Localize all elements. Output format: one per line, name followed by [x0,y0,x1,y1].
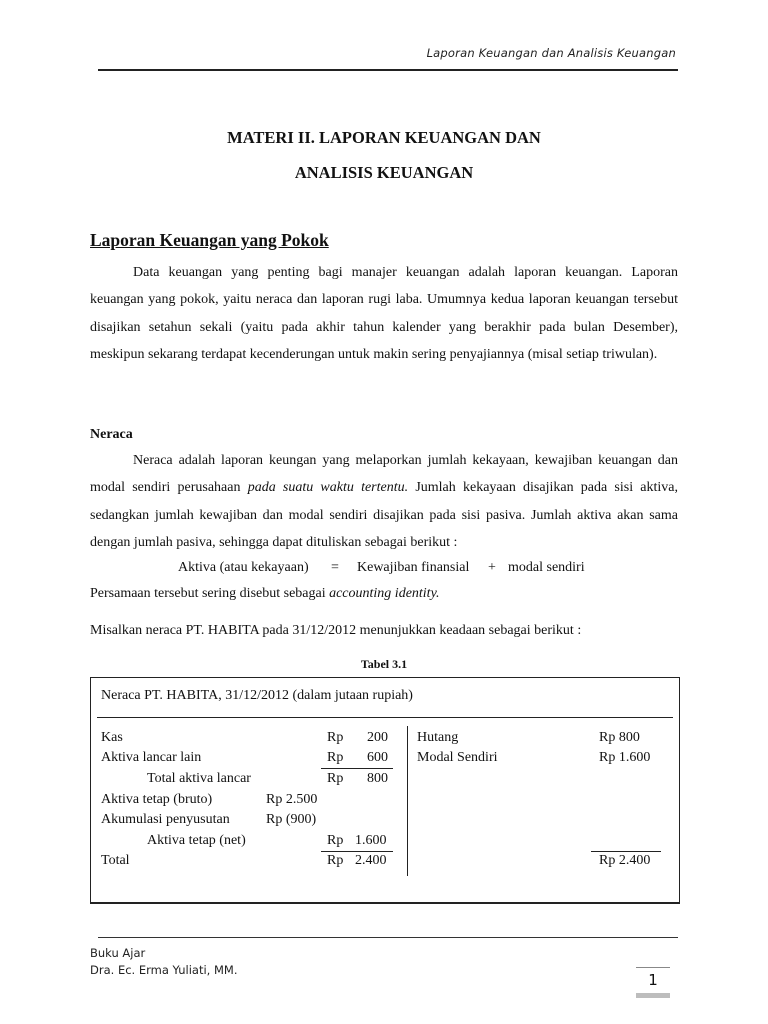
identity-italic: accounting identity. [329,586,440,601]
neraca-text-italic: pada suatu waktu tertentu. [247,480,409,496]
footer-book: Buku Ajar [90,946,146,960]
neraca-text-end: Jumlah kekayaan disajikan pada sisi aktiva, sedangkan jumlah kewajiban dan modal sendiri disajikan pada sisi pasiva. Jumlah aktiva akan sama dengan jumlah pasiva, sehingga dapat dituliskan sebagai berikut : [90,480,679,550]
neraca-text-start: Neraca adalah laporan keungan yang melaporkan jumlah kekayaan, kewajiban keuangan dan modal sendiri perusahaan [90,453,678,496]
row-akumulasi-penyusutan-value: Rp (900) [266,812,317,827]
table-title-rule [97,717,673,718]
identity-line [90,586,440,602]
row-aktiva-tetap-bruto-value: Rp 2.500 [266,792,318,807]
row-hutang-label: Hutang [417,730,459,745]
subtotal-rule-current [321,768,393,769]
row-aktiva-tetap-net-label: Aktiva tetap (net) [147,833,246,848]
section-paragraph: Data keuangan yang penting bagi manajer keuangan adalah laporan keuangan. Laporan keuangan yang pokok, yaitu neraca dan laporan rugi laba. Umumnya kedua laporan keuangan tersebut disajikan setahun sekali (yaitu pada akhir tahun kalender yang berakhir pada bulan Desember), meskipun sekarang terdapat kecenderungan untuk makin sering penyajiannya (misal setiap triwulan). [90,265,678,362]
row-akumulasi-penyusutan-label: Akumulasi penyusutan [101,812,230,827]
table-title: Neraca PT. HABITA, 31/12/2012 (dalam jutaan rupiah) [101,688,413,703]
row-total-aktiva-lancar-value: 800 [367,771,388,786]
example-line: Misalkan neraca PT. HABITA pada 31/12/2012 menunjukkan keadaan sebagai berikut : [90,623,582,638]
footer-author: Dra. Ec. Erma Yuliati, MM. [90,963,238,977]
row-modal-sendiri-label: Modal Sendiri [417,750,498,765]
row-aktiva-tetap-net-value: 1.600 [355,833,387,848]
row-kas-label: Kas [101,730,123,745]
page-number: 1 [648,971,658,989]
section-heading: Laporan Keuangan yang Pokok [90,230,329,250]
balance-sheet-table [90,677,680,904]
table-caption: Tabel 3.1 [360,657,408,671]
neraca-heading: Neraca [90,427,133,442]
row-hutang-value: Rp 800 [599,730,640,745]
total-rule-liabilities [591,851,661,852]
equation-equals: = [331,560,339,575]
equation-left: Aktiva (atau kekayaan) [178,560,309,575]
total-rule-assets [321,851,393,852]
table-column-divider [407,726,408,876]
row-kas-rp: Rp [327,730,344,745]
equation-right: modal sendiri [508,560,585,575]
row-aktiva-tetap-bruto-label: Aktiva tetap (bruto) [101,792,213,807]
row-total-value: 2.400 [355,853,387,868]
neraca-paragraph [90,447,678,556]
row-aktiva-lancar-lain-rp: Rp [327,750,344,765]
row-total-rp: Rp [327,853,344,868]
chapter-title-line1: MATERI II. LAPORAN KEUANGAN DAN [227,128,541,147]
row-aktiva-lancar-lain-value: 600 [367,750,388,765]
footer-rule [98,937,678,938]
equation-middle: Kewajiban finansial [357,560,470,575]
identity-text: Persamaan tersebut sering disebut sebagai [90,586,330,601]
chapter-title-line2: ANALISIS KEUANGAN [294,163,474,182]
running-header: Laporan Keuangan dan Analisis Keuangan [426,46,676,60]
equation-plus: + [488,560,496,575]
row-total-label: Total [101,853,130,868]
row-kas-value: 200 [367,730,388,745]
page-number-bar [636,993,670,998]
page-number-top-rule [636,967,670,968]
row-aktiva-lancar-lain-label: Aktiva lancar lain [101,750,202,765]
row-pasiva-total-value: Rp 2.400 [599,853,651,868]
row-total-aktiva-lancar-rp: Rp [327,771,344,786]
row-modal-sendiri-value: Rp 1.600 [599,750,651,765]
header-rule [98,69,678,71]
row-total-aktiva-lancar-label: Total aktiva lancar [147,771,251,786]
row-aktiva-tetap-net-rp: Rp [327,833,344,848]
